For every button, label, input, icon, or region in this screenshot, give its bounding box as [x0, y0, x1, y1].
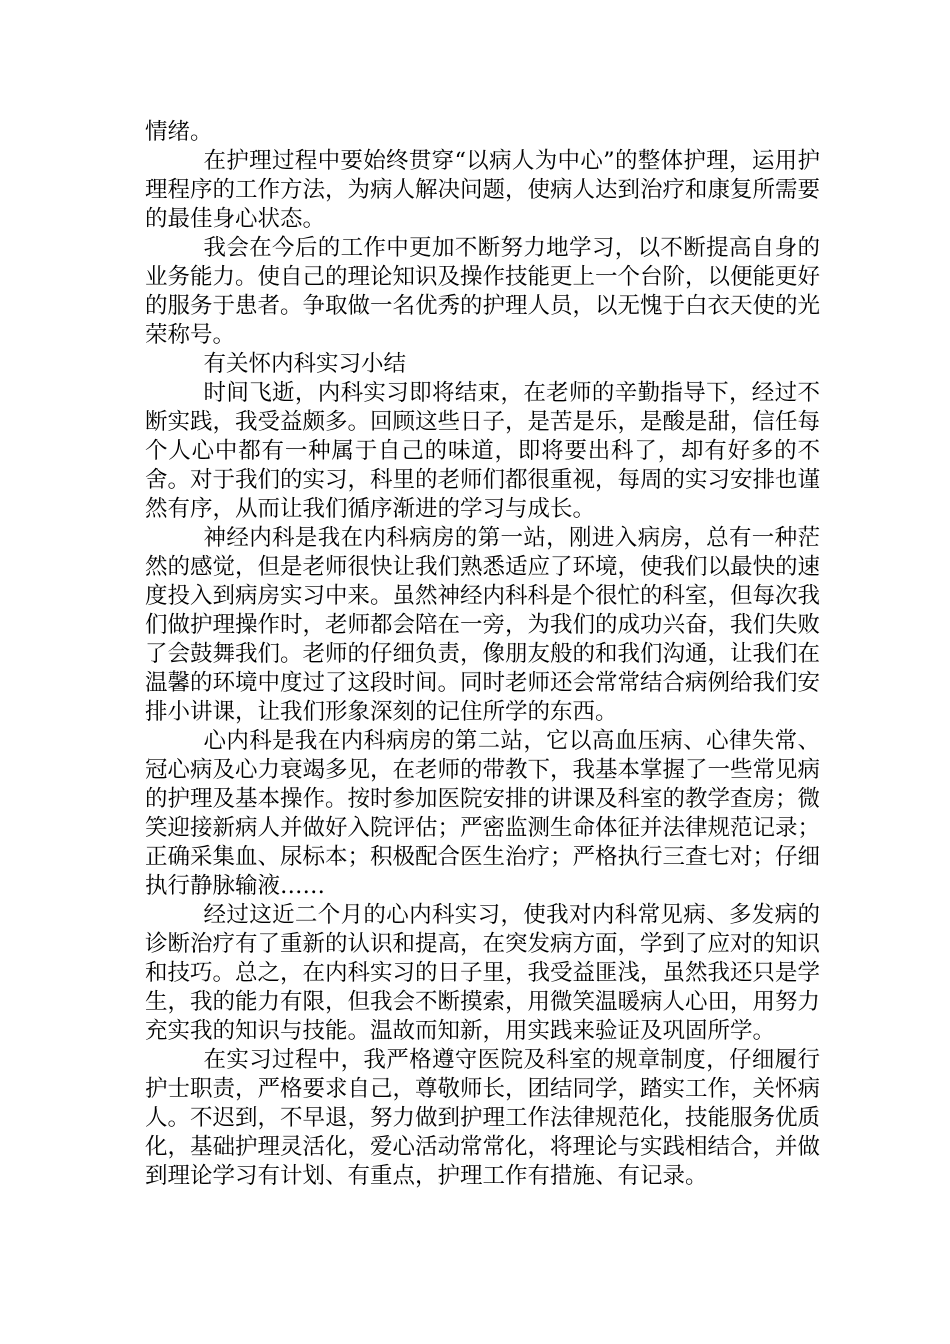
paragraph-8: 经过这近二个月的心内科实习，使我对内科常见病、多发病的诊断治疗有了重新的认识和提高，在突发病方面，学到了应对的知识和技巧。总之，在内科实习的日子里，我受益匪浅，虽然我还只是学生，我的能力有限，但我会不断摸索，用微笑温暖病人心田，用努力充实我的知识与技能。温故而知新，用实践来验证及巩固所学。 [145, 902, 821, 1044]
paragraph-5: 时间飞逝，内科实习即将结束，在老师的辛勤指导下，经过不断实践，我受益颇多。回顾这些日子，是苦是乐，是酸是甜，信任每个人心中都有一种属于自己的味道，即将要出科了，却有好多的不舍。对于我们的实习，科里的老师们都很重视，每周的实习安排也谨然有序，从而让我们循序渐进的学习与成长。 [145, 380, 821, 522]
paragraph-2: 在护理过程中要始终贯穿“以病人为中心”的整体护理，运用护理程序的工作方法，为病人解决问题，使病人达到治疗和康复所需要的最佳身心状态。 [145, 148, 821, 232]
paragraph-3: 我会在今后的工作中更加不断努力地学习，以不断提高自身的业务能力。使自己的理论知识及操作技能更上一个台阶，以便能更好的服务于患者。争取做一名优秀的护理人员，以无愧于白衣天使的光荣称号。 [145, 235, 821, 348]
section-title: 有关怀内科实习小结 [203, 351, 407, 377]
document-body [145, 118, 820, 1191]
paragraph-7: 心内科是我在内科病房的第二站，它以高血压病、心律失常、冠心病及心力衰竭多见，在老师的带教下，我基本掌握了一些常见病的护理及基本操作。按时参加医院安排的讲课及科室的教学查房；微笑迎接新病人并做好入院评估；严密监测生命体征并法律规范记录；正确采集血、尿标本；积极配合医生治疗；严格执行三查七对；仔细执行静脉输液…… [145, 728, 821, 899]
paragraph-6: 神经内科是我在内科病房的第一站，刚进入病房，总有一种茫然的感觉，但是老师很快让我们熟悉适应了环境，使我们以最快的速度投入到病房实习中来。虽然神经内科科是个很忙的科室，但每次我们做护理操作时，老师都会陪在一旁，为我们的成功兴奋，我们失败了会鼓舞我们。老师的仔细负责，像朋友般的和我们沟通，让我们在温馨的环境中度过了这段时间。同时老师还会常常结合病例给我们安排小讲课，让我们形象深刻的记住所学的东西。 [145, 525, 821, 725]
paragraph-9: 在实习过程中，我严格遵守医院及科室的规章制度，仔细履行护士职责，严格要求自己，尊敬师长，团结同学，踏实工作，关怀病人。不迟到，不早退，努力做到护理工作法律规范化，技能服务优质化，基础护理灵活化，爱心活动常常化，将理论与实践相结合，并做到理论学习有计划、有重点，护理工作有措施、有记录。 [145, 1047, 821, 1189]
paragraph-1: 情绪。 [145, 119, 213, 145]
